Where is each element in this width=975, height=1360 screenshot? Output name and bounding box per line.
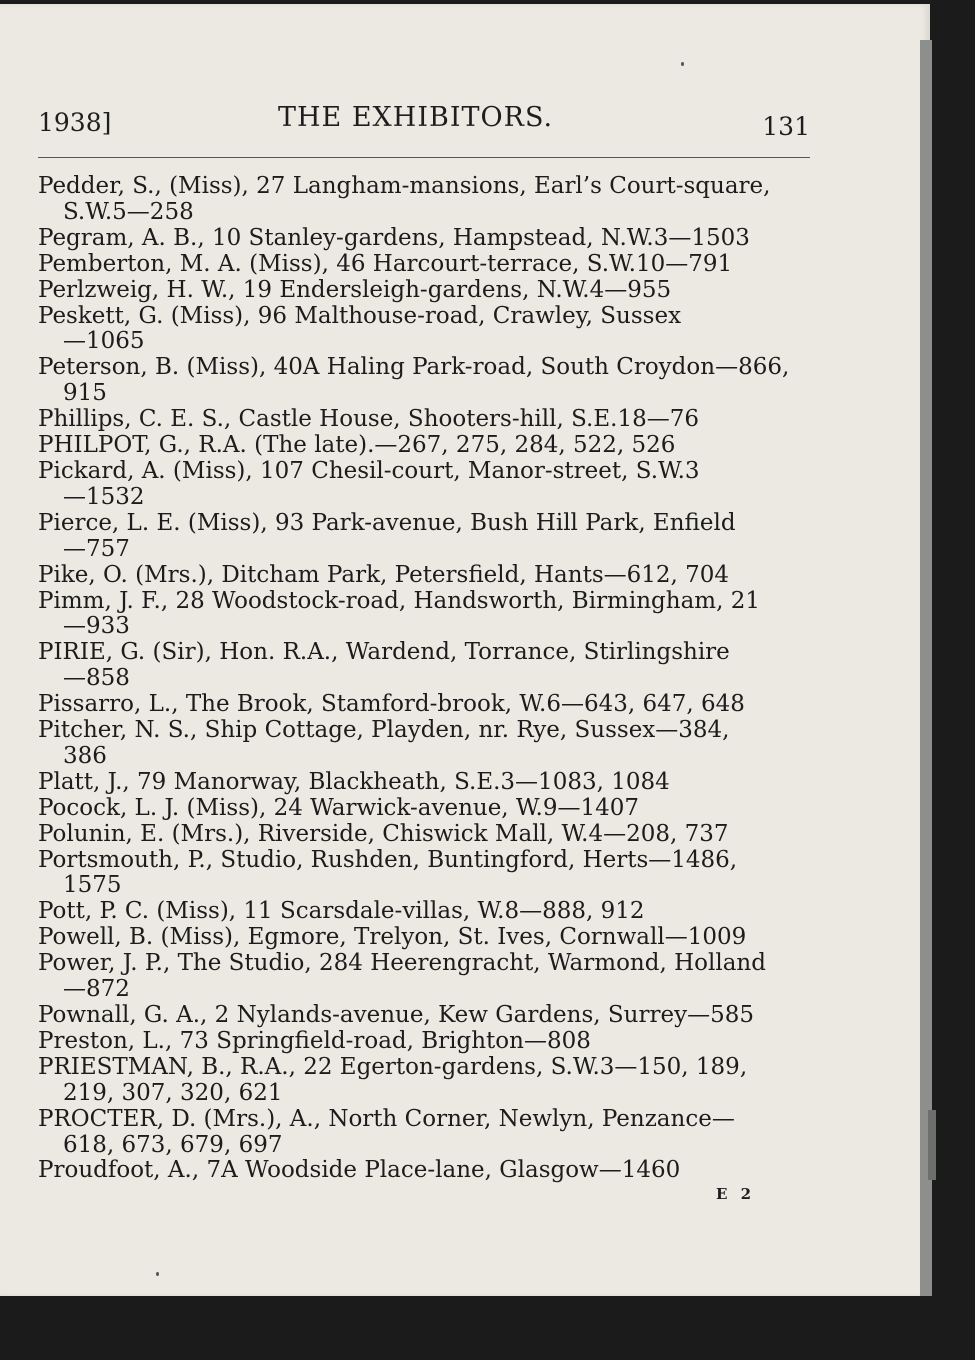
exhibitor-entry bbox=[38, 355, 808, 407]
entry-continuation: —872 bbox=[63, 976, 130, 1003]
exhibitor-entry bbox=[38, 640, 808, 692]
book-page bbox=[0, 4, 930, 1296]
exhibitor-entry bbox=[38, 925, 808, 951]
exhibitor-entry bbox=[38, 459, 808, 511]
exhibitor-entry bbox=[38, 1055, 808, 1107]
exhibitor-entry bbox=[38, 1158, 808, 1184]
exhibitor-entry bbox=[38, 433, 808, 459]
exhibitor-entry bbox=[38, 589, 808, 641]
entry-continuation: 386 bbox=[63, 742, 107, 769]
entry-line: Pickard, A. (Miss), 107 Chesil-court, Manor-street, S.W.3 bbox=[38, 457, 700, 484]
entry-line: Perlzweig, H. W., 19 Endersleigh-gardens, N.W.4—955 bbox=[38, 276, 672, 303]
entry-line: Pemberton, M. A. (Miss), 46 Harcourt-terrace, S.W.10—791 bbox=[38, 250, 733, 277]
entry-continuation: S.W.5—258 bbox=[63, 198, 194, 225]
exhibitor-entry bbox=[38, 174, 808, 226]
entry-line: Proudfoot, A., 7A Woodside Place-lane, Glasgow—1460 bbox=[38, 1157, 681, 1184]
paper-speck bbox=[681, 62, 684, 66]
entry-line: Pocock, L. J. (Miss), 24 Warwick-avenue, W.9—1407 bbox=[38, 794, 640, 821]
entry-line: Peterson, B. (Miss), 40A Haling Park-road, South Croydon—866, bbox=[38, 354, 790, 381]
entry-line: Powell, B. (Miss), Egmore, Trelyon, St. Ives, Cornwall—1009 bbox=[38, 924, 747, 951]
entry-continuation: 618, 673, 679, 697 bbox=[63, 1131, 283, 1158]
entry-line: PIRIE, G. (Sir), Hon. R.A., Wardend, Torrance, Stirlingshire bbox=[38, 639, 730, 666]
entry-continuation: —1532 bbox=[63, 483, 145, 510]
page-edge bbox=[920, 40, 932, 1296]
exhibitor-entry bbox=[38, 252, 808, 278]
entry-line: Phillips, C. E. S., Castle House, Shooters-hill, S.E.18—76 bbox=[38, 406, 700, 433]
page-edge-tab bbox=[928, 1110, 936, 1180]
entry-line: Platt, J., 79 Manorway, Blackheath, S.E.3—1083, 1084 bbox=[38, 768, 670, 795]
entry-line: Preston, L., 73 Springfield-road, Brighton—808 bbox=[38, 1027, 591, 1054]
header-rule bbox=[38, 157, 810, 158]
entry-line: Portsmouth, P., Studio, Rushden, Buntingford, Herts—1486, bbox=[38, 846, 738, 873]
entry-line: Pownall, G. A., 2 Nylands-avenue, Kew Gardens, Surrey—585 bbox=[38, 1002, 754, 1028]
paper-speck bbox=[156, 1272, 159, 1276]
exhibitor-entry bbox=[38, 407, 808, 433]
exhibitor-entry bbox=[38, 822, 808, 848]
page-number: 131 bbox=[762, 112, 810, 141]
entry-line: Polunin, E. (Mrs.), Riverside, Chiswick Mall, W.4—208, 737 bbox=[38, 820, 729, 847]
entry-line: Pitcher, N. S., Ship Cottage, Playden, nr. Rye, Sussex—384, bbox=[38, 717, 730, 744]
entry-continuation: 1575 bbox=[63, 872, 122, 899]
entry-continuation: —757 bbox=[63, 535, 130, 562]
entry-line: Pike, O. (Mrs.), Ditcham Park, Petersfield, Hants—612, 704 bbox=[38, 561, 730, 588]
entry-continuation: —1065 bbox=[63, 328, 145, 355]
entry-line: Power, J. P., The Studio, 284 Heerengracht, Warmond, Holland bbox=[38, 950, 766, 977]
header-title: THE EXHIBITORS. bbox=[278, 102, 554, 133]
entry-continuation: 915 bbox=[63, 380, 107, 407]
exhibitor-entry bbox=[38, 951, 808, 1003]
signature-mark: E 2 bbox=[716, 1185, 756, 1203]
entry-line: Pissarro, L., The Brook, Stamford-brook, W.6—643, 647, 648 bbox=[38, 691, 745, 718]
exhibitor-list bbox=[38, 174, 808, 1184]
exhibitor-entry bbox=[38, 848, 808, 900]
running-header bbox=[38, 100, 810, 140]
exhibitor-entry bbox=[38, 1029, 808, 1055]
header-year: 1938] bbox=[38, 108, 112, 137]
entry-line: Pott, P. C. (Miss), 11 Scarsdale-villas, W.8—888, 912 bbox=[38, 898, 645, 925]
entry-line: Pegram, A. B., 10 Stanley-gardens, Hampstead, N.W.3—1503 bbox=[38, 224, 750, 251]
entry-line: Pierce, L. E. (Miss), 93 Park-avenue, Bush Hill Park, Enfield bbox=[38, 509, 736, 536]
entry-line: PROCTER, D. (Mrs.), A., North Corner, Newlyn, Penzance— bbox=[38, 1105, 735, 1132]
entry-line: Pedder, S., (Miss), 27 Langham-mansions, Earl’s Court-square, bbox=[38, 173, 771, 199]
exhibitor-entry bbox=[38, 899, 808, 925]
entry-line: Peskett, G. (Miss), 96 Malthouse-road, Crawley, Sussex bbox=[38, 302, 682, 329]
exhibitor-entry bbox=[38, 1107, 808, 1159]
exhibitor-entry bbox=[38, 226, 808, 252]
entry-line: Pimm, J. F., 28 Woodstock-road, Handsworth, Birmingham, 21 bbox=[38, 587, 760, 614]
entry-continuation: —858 bbox=[63, 665, 130, 692]
entry-continuation: —933 bbox=[63, 613, 130, 640]
exhibitor-entry bbox=[38, 563, 808, 589]
exhibitor-entry bbox=[38, 511, 808, 563]
exhibitor-entry bbox=[38, 770, 808, 796]
entry-line: PRIESTMAN, B., R.A., 22 Egerton-gardens, S.W.3—150, 189, bbox=[38, 1053, 748, 1080]
exhibitor-entry bbox=[38, 1003, 808, 1029]
exhibitor-entry bbox=[38, 718, 808, 770]
exhibitor-entry bbox=[38, 304, 808, 356]
exhibitor-entry bbox=[38, 692, 808, 718]
entry-continuation: 219, 307, 320, 621 bbox=[63, 1079, 283, 1106]
exhibitor-entry bbox=[38, 796, 808, 822]
entry-line: PHILPOT, G., R.A. (The late).—267, 275, 284, 522, 526 bbox=[38, 432, 676, 459]
exhibitor-entry bbox=[38, 278, 808, 304]
